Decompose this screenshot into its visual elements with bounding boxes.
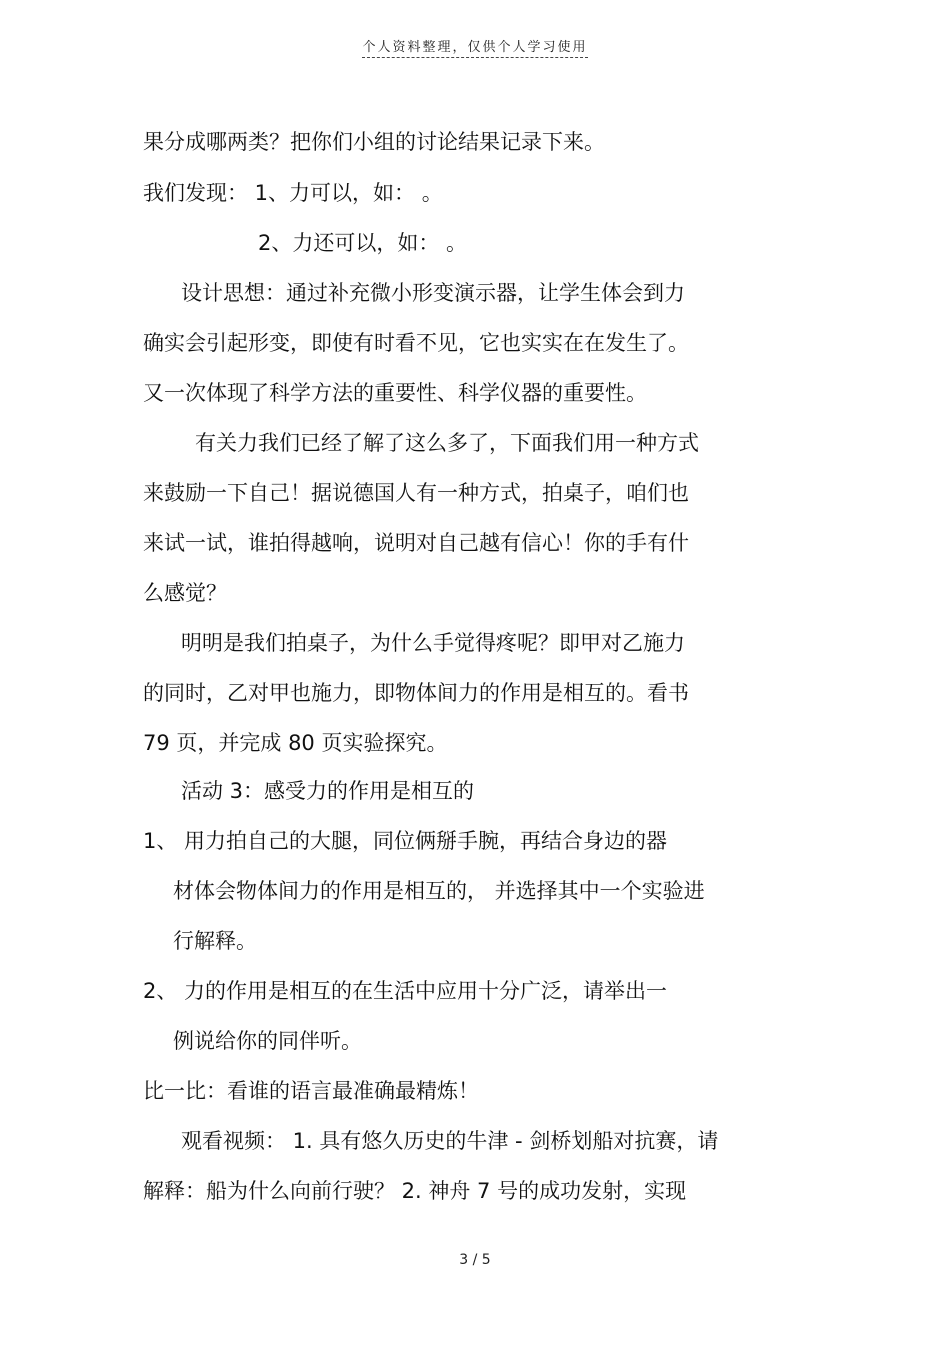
text-line: 果分成哪两类？把你们小组的讨论结果记录下来。: [143, 130, 605, 154]
text-line: 有关力我们已经了解了这么多了，下面我们用一种方式: [195, 431, 699, 455]
text-line: 明明是我们拍桌子，为什么手觉得疼呢？即甲对乙施力: [181, 631, 685, 655]
text-line: 行解释。: [173, 929, 257, 953]
text-line: 确实会引起形变，即使有时看不见，它也实实在在发生了。: [143, 331, 689, 355]
text-line: 2、力还可以，如： 。: [258, 231, 468, 255]
text-line: 比一比：看谁的语言最准确最精炼！: [143, 1079, 479, 1103]
text-line: 1、 用力拍自己的大腿，同位俩掰手腕，再结合身边的器: [143, 829, 668, 853]
text-line: 材体会物体间力的作用是相互的， 并选择其中一个实验进: [173, 879, 705, 903]
page-number: 3 / 5: [459, 1252, 491, 1268]
header-text: 个人资料整理，仅供个人学习使用: [362, 40, 587, 58]
text-line: 观看视频： 1. 具有悠久历史的牛津 - 剑桥划船对抗赛，请: [181, 1129, 719, 1153]
text-line: 79 页，并完成 80 页实验探究。: [143, 731, 448, 755]
text-line: 的同时，乙对甲也施力，即物体间力的作用是相互的。看书: [143, 681, 689, 705]
text-line: 又一次体现了科学方法的重要性、科学仪器的重要性。: [143, 381, 647, 405]
text-line: 解释：船为什么向前行驶？ 2. 神舟 7 号的成功发射，实现: [143, 1179, 687, 1203]
text-line: 么感觉？: [143, 581, 227, 605]
text-line: 我们发现： 1、力可以，如： 。: [143, 181, 443, 205]
text-line: 2、 力的作用是相互的在生活中应用十分广泛，请举出一: [143, 979, 668, 1003]
text-line: 来试一试，谁拍得越响，说明对自己越有信心！你的手有什: [143, 531, 689, 555]
text-line: 例说给你的同伴听。: [173, 1029, 362, 1053]
text-line: 来鼓励一下自己！据说德国人有一种方式，拍桌子，咱们也: [143, 481, 689, 505]
text-line: 设计思想：通过补充微小形变演示器，让学生体会到力: [181, 281, 685, 305]
text-line: 活动 3：感受力的作用是相互的: [181, 779, 475, 803]
page-header: [0, 36, 950, 55]
